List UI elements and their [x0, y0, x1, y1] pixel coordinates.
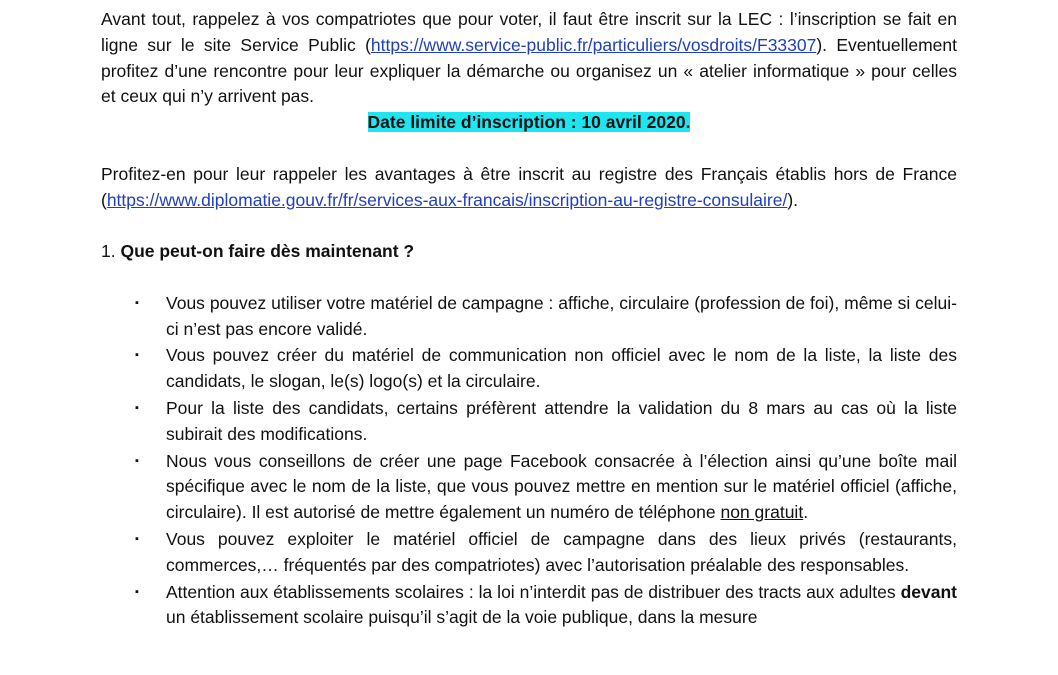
- spacer: [101, 265, 957, 291]
- list-item-text: Pour la liste des candidats, certains préfèrent attendre la validation du 8 mars au cas où la liste subirait des modifications.: [166, 397, 957, 444]
- list-item: [101, 291, 957, 343]
- underlined-text: non gratuit: [720, 502, 804, 523]
- list-item: [101, 343, 957, 395]
- spacer: [101, 136, 957, 162]
- list-item-text: Nous vous conseillons de créer une page Facebook consacrée à l’élection ainsi qu’une boîte mail spécifique avec le nom de la liste, que vous pouvez mettre en mention sur le matériel officiel (affiche, circulaire). Il est autorisé de mettre également un numéro de téléphone: [166, 450, 957, 523]
- bullet-icon: ▪: [135, 349, 139, 362]
- section-title: Que peut-on faire dès maintenant ?: [120, 241, 415, 262]
- list-item: [101, 527, 957, 579]
- list-item-text: Vous pouvez exploiter le matériel officiel de campagne dans des lieux privés (restaurants, commerces,… fréquentés par des compatriotes) avec l’autorisation préalable des responsables.: [166, 528, 957, 575]
- document-body: [101, 7, 957, 632]
- intro-paragraph: [101, 7, 957, 110]
- registry-text: Profitez-en pour leur rappeler les avantages à être inscrit au registre des Français établis hors de France (: [101, 163, 957, 210]
- list-item-text-end: .: [803, 502, 809, 523]
- registry-paragraph: [101, 162, 957, 214]
- list-item-text: Vous pouvez créer du matériel de communication non officiel avec le nom de la liste, la liste des candidats, le slogan, le(s) logo(s) et la circulaire.: [166, 345, 957, 392]
- list-item-text: Vous pouvez utiliser votre matériel de campagne : affiche, circulaire (profession de foi), même si celui-ci n’est pas encore validé.: [166, 292, 957, 339]
- list-item: [101, 449, 957, 526]
- deadline-line: [101, 110, 957, 136]
- bullet-icon: ▪: [135, 585, 139, 598]
- list-item: [101, 396, 957, 448]
- service-public-link[interactable]: https://www.service-public.fr/particuliers/vosdroits/F33307: [370, 34, 817, 55]
- intro-text-end: ). Eventuellement profitez d’une rencontre pour leur expliquer la démarche ou organisez un « atelier informatique » pour celles et ceux qui n’y arrivent pas.: [101, 34, 957, 107]
- list-item: [101, 580, 957, 632]
- list-item-text: Attention aux établissements scolaires : la loi n’interdit pas de distribuer des tracts aux adultes: [166, 581, 901, 602]
- diplomatie-link[interactable]: https://www.diplomatie.gouv.fr/fr/services-aux-francais/inscription-au-registre-consulaire/: [106, 189, 788, 210]
- bullet-list: [101, 291, 957, 631]
- bullet-icon: ▪: [135, 401, 139, 414]
- bullet-icon: ▪: [135, 454, 139, 467]
- list-item-text-end: un établissement scolaire puisqu’il s’agit de la voie publique, dans la mesure: [166, 607, 758, 628]
- bullet-icon: ▪: [135, 296, 139, 309]
- section-number: 1.: [101, 241, 121, 262]
- deadline-suffix: .: [685, 112, 691, 133]
- section-heading: [101, 239, 957, 265]
- spacer: [101, 213, 957, 239]
- bullet-icon: ▪: [135, 532, 139, 545]
- intro-text: Avant tout, rappelez à vos compatriotes que pour voter, il faut être inscrit sur la LEC : l’inscription se fait en ligne sur le site Service Public (: [101, 9, 957, 55]
- registry-text-end: ).: [787, 189, 799, 210]
- bold-text: devant: [900, 581, 957, 602]
- deadline-highlight: Date limite d’inscription : 10 avril 2020: [367, 112, 686, 133]
